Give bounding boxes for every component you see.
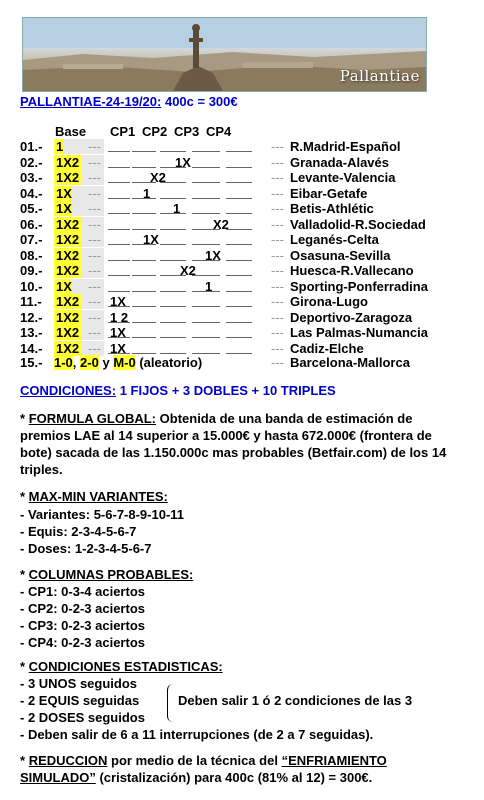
match-name: Betis-Athlétic — [290, 201, 374, 216]
base-value: 1X2 — [56, 309, 80, 325]
page-title — [20, 94, 238, 109]
blank-line — [108, 260, 130, 261]
base-value: 1X — [56, 201, 72, 216]
columnas-item: - CP4: 0-2-3 aciertos — [20, 635, 145, 650]
blank-line — [226, 275, 252, 276]
reduccion-text1: por medio de la técnica del — [111, 753, 278, 768]
match-name: Las Palmas-Numancia — [290, 325, 429, 340]
maxmin-item: - Variantes: 5-6-7-8-9-10-11 — [20, 507, 185, 522]
blank-line — [108, 151, 130, 152]
brace-text: Deben salir 1 ó 2 condiciones de las 3 — [178, 693, 413, 708]
match-name: Deportivo-Zaragoza — [290, 309, 413, 325]
condiciones-line — [20, 383, 336, 398]
table-row-15 — [20, 355, 460, 371]
row-number: 13.- — [20, 325, 43, 340]
columnas-heading: * COLUMNAS PROBABLES: — [20, 567, 194, 582]
row-number: 06.- — [20, 216, 43, 232]
blank-line — [226, 167, 252, 168]
row-dashes: --- — [271, 294, 284, 309]
row-dashes: --- — [88, 247, 101, 263]
row-dashes: --- — [271, 201, 284, 216]
base-value: 1 — [56, 139, 64, 154]
base-value: 1X2 — [56, 232, 80, 247]
row-dashes: --- — [88, 185, 101, 201]
option-m-0: M-0 — [113, 355, 136, 370]
row-dashes: --- — [88, 263, 101, 278]
row-number: 07.- — [20, 232, 43, 247]
blank-line — [132, 353, 156, 354]
row-dashes: --- — [271, 325, 284, 340]
estadisticas-item: - 3 UNOS seguidos — [20, 676, 138, 691]
bullet-star: * — [20, 411, 26, 426]
blank-line — [132, 337, 156, 338]
bullet-star: * — [20, 753, 26, 768]
blank-line — [192, 337, 220, 338]
row-dashes: --- — [271, 263, 284, 278]
estadisticas-item: - 2 DOSES seguidos — [20, 710, 145, 725]
blank-line — [160, 322, 186, 323]
title-price: 400c = 300€ — [164, 94, 238, 109]
table-row — [20, 186, 460, 202]
match-name: Sporting-Ponferradina — [290, 278, 428, 294]
columnas-label: COLUMNAS PROBABLES: — [28, 567, 194, 582]
blank-line — [192, 213, 220, 214]
estadisticas-heading: * CONDICIONES ESTADISTICAS: — [20, 659, 223, 674]
match-name: Cadiz-Elche — [290, 340, 364, 356]
title-main: PALLANTIAE-24-19/20: — [20, 94, 162, 109]
blank-line — [226, 353, 252, 354]
blank-line — [192, 167, 220, 168]
cp-value: X2 — [213, 216, 229, 232]
blank-line — [192, 322, 220, 323]
blank-line — [226, 198, 252, 199]
table-row — [20, 170, 460, 186]
blank-line — [192, 182, 220, 183]
blank-line — [226, 213, 252, 214]
row-dashes: --- — [271, 309, 284, 325]
blank-line — [192, 353, 220, 354]
option-separator: , — [72, 355, 77, 370]
maxmin-item: - Doses: 1-2-3-4-5-6-7 — [20, 541, 152, 556]
blank-line — [132, 275, 156, 276]
cp-value: 1 — [173, 201, 181, 216]
blank-line — [226, 337, 252, 338]
row-dashes: --- — [88, 139, 101, 154]
row-number: 09.- — [20, 263, 43, 278]
option-1-0: 1-0 — [54, 355, 73, 370]
formula-text: Obtenida de una banda de estimación de premios LAE al 14 superior a 15.000€ y hasta 672.000€ (frontera de bote) sacada de las 1.150.000c mas probables (Betfair.com) de los 14 triples. — [20, 411, 447, 477]
match-name: Valladolid-R.Sociedad — [290, 216, 426, 232]
table-row — [20, 325, 460, 341]
columnas-item: - CP2: 0-2-3 aciertos — [20, 601, 145, 616]
row-number: 01.- — [20, 139, 43, 154]
blank-line — [160, 229, 186, 230]
match-name: Huesca-R.Vallecano — [290, 263, 414, 278]
row-dashes: --- — [271, 278, 284, 294]
cp-value: 1X — [110, 340, 126, 356]
row-number: 14.- — [20, 340, 43, 356]
blank-line — [132, 322, 156, 323]
row-dashes: --- — [271, 216, 284, 232]
columnas-item: - CP3: 0-2-3 aciertos — [20, 618, 145, 633]
cp-value: X2 — [150, 170, 166, 185]
blank-line — [192, 198, 220, 199]
reduccion-label: REDUCCION — [28, 753, 108, 768]
row-dashes: --- — [271, 170, 284, 185]
column-header-cp4: CP4 — [206, 124, 232, 139]
base-value: 1X — [56, 278, 72, 294]
row-dashes: --- — [88, 309, 101, 325]
blank-line — [192, 244, 220, 245]
cp-value: 1 2 — [110, 309, 129, 325]
cp-value: 1 — [143, 185, 151, 201]
blank-line — [108, 198, 130, 199]
blank-line — [226, 322, 252, 323]
blank-line — [132, 167, 156, 168]
formula-label: FORMULA GLOBAL: — [28, 411, 157, 426]
row-dashes: --- — [88, 216, 101, 232]
blank-line — [108, 291, 130, 292]
cp-value: 1 — [205, 278, 213, 294]
row-dashes: --- — [88, 294, 101, 309]
row-dashes: --- — [271, 154, 284, 170]
columnas-item: - CP1: 0-3-4 aciertos — [20, 584, 145, 599]
maxmin-heading: * MAX-MIN VARIANTES: — [20, 489, 168, 504]
blank-line — [132, 151, 156, 152]
row-dashes: --- — [271, 139, 284, 154]
cp-value: 1X — [143, 232, 159, 247]
base-value: 1X2 — [56, 216, 80, 232]
row-dashes: --- — [88, 201, 101, 216]
match-name: R.Madrid-Español — [290, 139, 401, 154]
blank-line — [192, 151, 220, 152]
match-name: Granada-Alavés — [290, 154, 389, 170]
row15-options — [54, 355, 202, 371]
blank-line — [160, 353, 186, 354]
table-row — [20, 201, 460, 217]
table-row — [20, 310, 460, 326]
blank-line — [226, 151, 252, 152]
cp-value: 1X — [110, 294, 126, 309]
blank-line — [160, 244, 186, 245]
blank-line — [226, 306, 252, 307]
row-number: 02.- — [20, 154, 43, 170]
table-row — [20, 294, 460, 310]
base-value: 1X2 — [56, 263, 80, 278]
estadisticas-label: CONDICIONES ESTADISTICAS: — [28, 659, 223, 674]
base-value: 1X2 — [56, 294, 80, 309]
banner-logo-text: Pallantiae — [339, 67, 420, 85]
match-name: Eibar-Getafe — [290, 185, 368, 201]
blank-line — [226, 182, 252, 183]
row-number: 12.- — [20, 309, 43, 325]
column-header-cp2: CP2 — [142, 124, 168, 139]
row-number: 11.- — [20, 294, 42, 309]
row-number: 05.- — [20, 201, 43, 216]
option-note: (aleatorio) — [139, 355, 203, 370]
blank-line — [226, 260, 252, 261]
blank-line — [108, 275, 130, 276]
row-dashes: --- — [271, 232, 284, 247]
base-value: 1X2 — [56, 154, 80, 170]
formula-global-paragraph — [20, 410, 460, 478]
cp-value: 1X — [205, 247, 221, 263]
condiciones-label: CONDICIONES: — [20, 383, 117, 398]
blank-line — [108, 213, 130, 214]
table-row — [20, 217, 460, 233]
row-number: 04.- — [20, 185, 43, 201]
row-dashes: --- — [271, 247, 284, 263]
condiciones-text: 1 FIJOS + 3 DOBLES + 10 TRIPLES — [119, 383, 336, 398]
estadisticas-item: - 2 EQUIS seguidas — [20, 693, 140, 708]
column-header-cp3: CP3 — [174, 124, 200, 139]
blank-line — [108, 167, 130, 168]
blank-line — [160, 306, 186, 307]
blank-line — [132, 291, 156, 292]
row-dashes: --- — [88, 154, 101, 170]
blank-line — [192, 306, 220, 307]
column-header-base: Base — [55, 124, 87, 139]
table-row — [20, 155, 460, 171]
blank-line — [132, 229, 156, 230]
blank-line — [132, 213, 156, 214]
match-name: Levante-Valencia — [290, 170, 396, 185]
table-row — [20, 232, 460, 248]
blank-line — [160, 260, 186, 261]
blank-line — [226, 244, 252, 245]
estadisticas-last: - Deben salir de 6 a 11 interrupciones (de 2 a 7 seguidas). — [20, 727, 374, 742]
cp-value: 1X — [175, 154, 191, 170]
reduccion-text2: (cristalización) para 400c (81% al 12) = 300€. — [99, 770, 373, 785]
row-dashes: --- — [88, 232, 101, 247]
match-name: Leganés-Celta — [290, 232, 379, 247]
header-banner-image — [22, 17, 427, 92]
table-row — [20, 279, 460, 295]
match-name: Barcelona-Mallorca — [290, 355, 410, 370]
maxmin-label: MAX-MIN VARIANTES: — [28, 489, 168, 504]
blank-line — [108, 182, 130, 183]
base-value: 1X2 — [56, 247, 80, 263]
row-number: 15.- — [20, 355, 43, 370]
table-row — [20, 248, 460, 264]
option-separator-y: y — [98, 355, 114, 370]
base-value: 1X2 — [56, 340, 80, 356]
base-value: 1X2 — [56, 325, 80, 340]
row-number: 08.- — [20, 247, 43, 263]
row-dashes: --- — [271, 355, 284, 370]
blank-line — [108, 244, 130, 245]
base-value: 1X2 — [56, 170, 80, 185]
row-number: 10.- — [20, 278, 43, 294]
match-name: Osasuna-Sevilla — [290, 247, 391, 263]
blank-line — [160, 151, 186, 152]
row-dashes: --- — [271, 185, 284, 201]
table-row — [20, 263, 460, 279]
row-dashes: --- — [88, 325, 101, 340]
row-dashes: --- — [88, 278, 101, 294]
blank-line — [132, 306, 156, 307]
blank-line — [226, 229, 252, 230]
cp-value: X2 — [180, 263, 196, 278]
blank-line — [192, 275, 220, 276]
blank-line — [160, 337, 186, 338]
blank-line — [108, 229, 130, 230]
blank-line — [160, 291, 186, 292]
blank-line — [160, 198, 186, 199]
cp-value: 1X — [110, 325, 126, 340]
blank-line — [132, 260, 156, 261]
row-dashes: --- — [88, 340, 101, 356]
row-number: 03.- — [20, 170, 43, 185]
brace-icon — [167, 684, 176, 722]
reduccion-paragraph — [20, 752, 460, 786]
option-2-0: 2-0 — [80, 355, 99, 370]
column-header-cp1: CP1 — [110, 124, 136, 139]
table-row — [20, 139, 460, 155]
maxmin-item: - Equis: 2-3-4-5-6-7 — [20, 524, 137, 539]
match-name: Girona-Lugo — [290, 294, 368, 309]
reduccion-quote: “ENFRIAMIENTO SIMULADO” — [20, 753, 387, 785]
base-value: 1X — [56, 185, 72, 201]
row-dashes: --- — [271, 340, 284, 356]
blank-line — [226, 291, 252, 292]
row-dashes: --- — [88, 170, 101, 185]
